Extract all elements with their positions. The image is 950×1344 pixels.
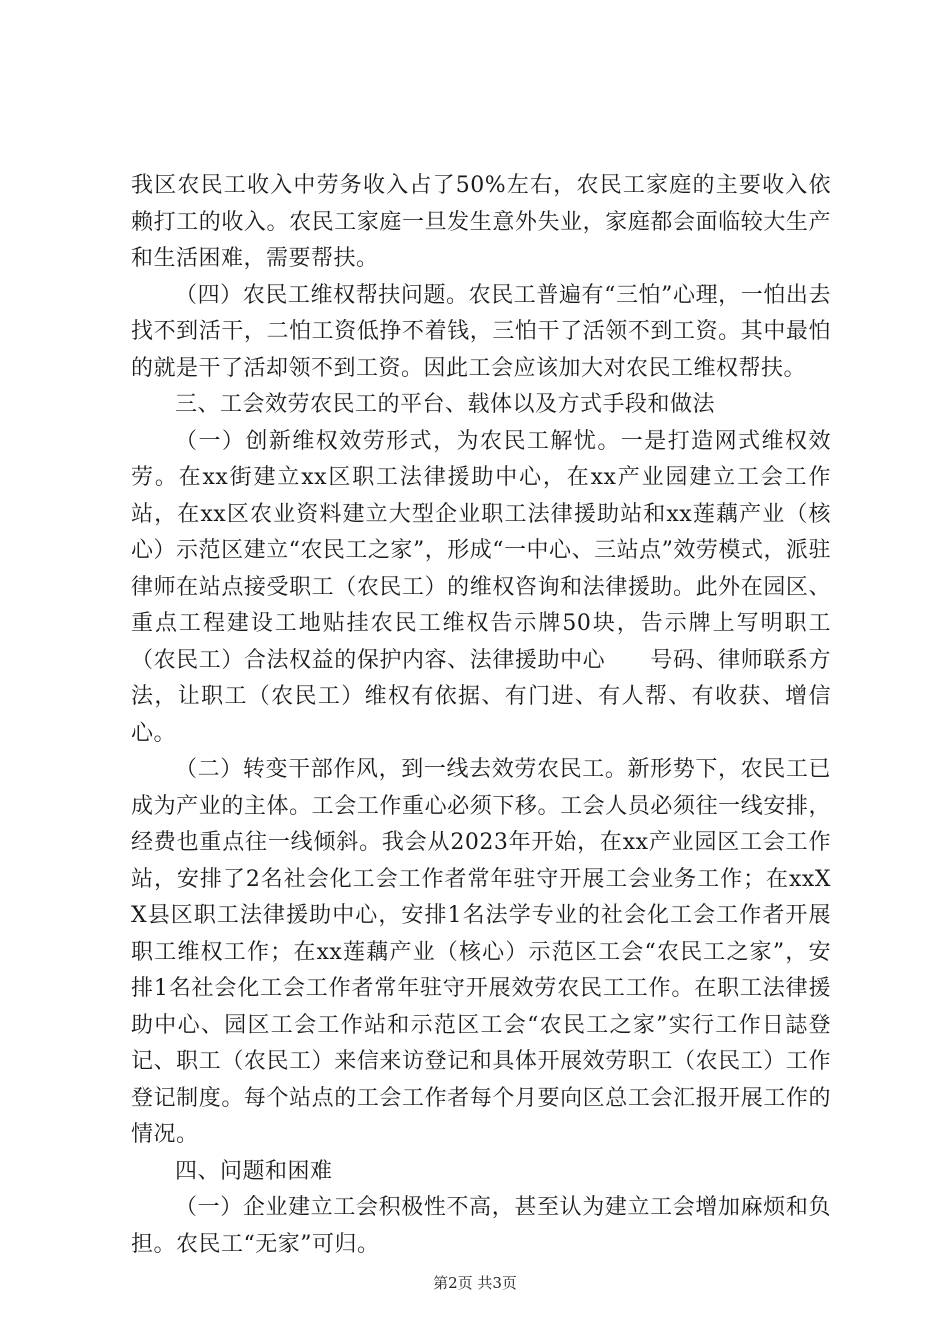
paragraph-cadre-work-style: （二）转变干部作风，到一线去效劳农民工。新形势下，农民工已成为产业的主体。工会工作重心必须下移。工会人员必须往一线安排，经费也重点往一线倾斜。我会从2023年开始，在xx产业园区工会工作站，安排了2名社会化工会工作者常年驻守开展工会业务工作；在xxXX县区职工法律援助中心，安排1名法学专业的社会化工会工作者开展职工维权工作；在xx莲藕产业（核心）示范区工会“农民工之家”，安排1名社会化工会工作者常年驻守开展效劳农民工工作。在职工法律援助中心、园区工会工作站和示范区工会“农民工之家”实行工作日誌登记、职工（农民工）来信来访登记和具体开展效劳职工（农民工）工作登记制度。每个站点的工会工作者每个月要向区总工会汇报开展工作的情况。 bbox=[131, 757, 831, 1147]
paragraph-rights-service-innovation: （一）创新维权效劳形式，为农民工解忧。一是打造网式维权效劳。在xx街建立xx区职工法律援助中心，在xx产业园建立工会工作站，在xx区农业资料建立大型企业职工法律援助站和xx莲藕产业（核心）示范区建立“农民工之家”，形成“一中心、三站点”效劳模式，派驻律师在站点接受职工（农民工）的维权咨询和法律援助。此外在园区、重点工程建设工地贴挂农民工维权告示牌50块，告示牌上写明职工（农民工）合法权益的保护内容、法律援助中心 号码、律师联系方法，让职工（农民工）维权有依据、有门进、有人帮、有收获、增信心。 bbox=[131, 428, 831, 746]
document-body bbox=[131, 168, 831, 1263]
page-number-footer: 第2页 共3页 bbox=[433, 1274, 517, 1292]
paragraph-rights-assistance-issue: （四）农民工维权帮扶问题。农民工普遍有“三怕”心理，一怕出去找不到活干，二怕工资低挣不着钱，三怕干了活领不到工资。其中最怕的就是干了活却领不到工资。因此工会应该加大对农民工维权帮扶。 bbox=[131, 282, 831, 381]
paragraph-income-continuation: 我区农民工收入中劳务收入占了50%左右，农民工家庭的主要收入依赖打工的收入。农民工家庭一旦发生意外失业，家庭都会面临较大生产和生活困难，需要帮扶。 bbox=[131, 173, 831, 271]
section-heading-problems: 四、问题和困难 bbox=[175, 1158, 333, 1184]
section-heading-platforms: 三、工会效劳农民工的平台、载体以及方式手段和做法 bbox=[175, 392, 716, 417]
paragraph-union-enthusiasm: （一）企业建立工会积极性不高，甚至认为建立工会增加麻烦和负担。农民工“无家”可归。 bbox=[131, 1195, 831, 1257]
